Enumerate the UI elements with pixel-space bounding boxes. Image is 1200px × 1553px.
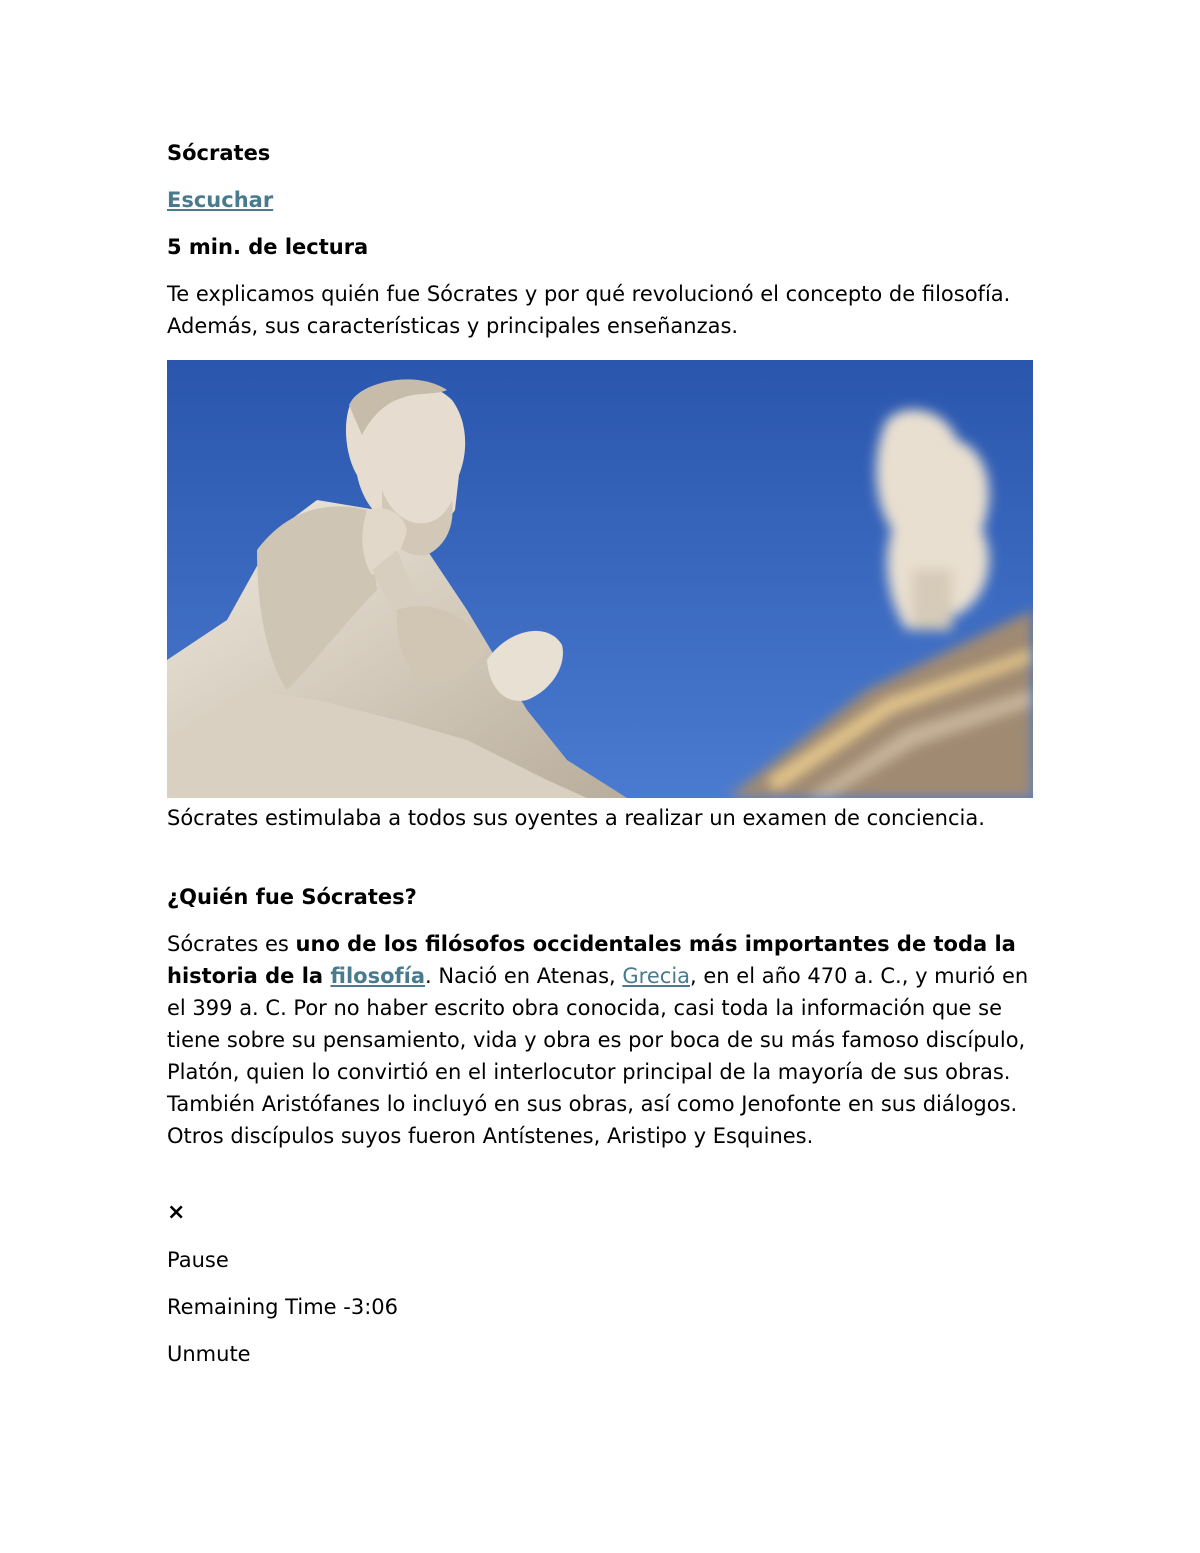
- intro-paragraph: Te explicamos quién fue Sócrates y por qué revolucionó el concepto de filosofía. Además, sus características y principales enseñanzas.: [167, 282, 1011, 338]
- pause-button[interactable]: Pause: [167, 1248, 229, 1272]
- close-icon[interactable]: ×: [167, 1200, 186, 1225]
- body-paragraph: [167, 928, 1037, 1152]
- body-lead-plain: Sócrates es: [167, 932, 296, 956]
- section-heading: ¿Quién fue Sócrates?: [167, 885, 417, 909]
- remaining-time: Remaining Time -3:06: [167, 1295, 398, 1319]
- unmute-button[interactable]: Unmute: [167, 1342, 251, 1366]
- image-caption: Sócrates estimulaba a todos sus oyentes a realizar un examen de conciencia.: [167, 806, 985, 830]
- body-mid: . Nació en Atenas,: [425, 964, 623, 988]
- listen-link-row: [167, 184, 273, 216]
- listen-link[interactable]: Escuchar: [167, 188, 274, 212]
- grecia-link[interactable]: Grecia: [622, 964, 691, 988]
- socrates-statue-image: [167, 360, 1033, 798]
- body-lead-bold: uno de los filósofos occidentales más importantes de toda la historia de la: [167, 932, 1016, 988]
- filosofia-link[interactable]: filosofía: [330, 964, 426, 988]
- body-rest: , en el año 470 a. C., y murió en el 399 a. C. Por no haber escrito obra conocida, casi toda la información que se tiene sobre su pensamiento, vida y obra es por boca de su más famoso discípulo, Platón, quien lo convirtió en el interlocutor principal de la mayoría de sus obras. También Aristófanes lo incluyó en sus obras, así como Jenofonte en sus diálogos. Otros discípulos suyos fueron Antístenes, Aristipo y Esquines.: [167, 964, 1029, 1148]
- reading-time: 5 min. de lectura: [167, 235, 369, 259]
- page-title: Sócrates: [167, 141, 271, 165]
